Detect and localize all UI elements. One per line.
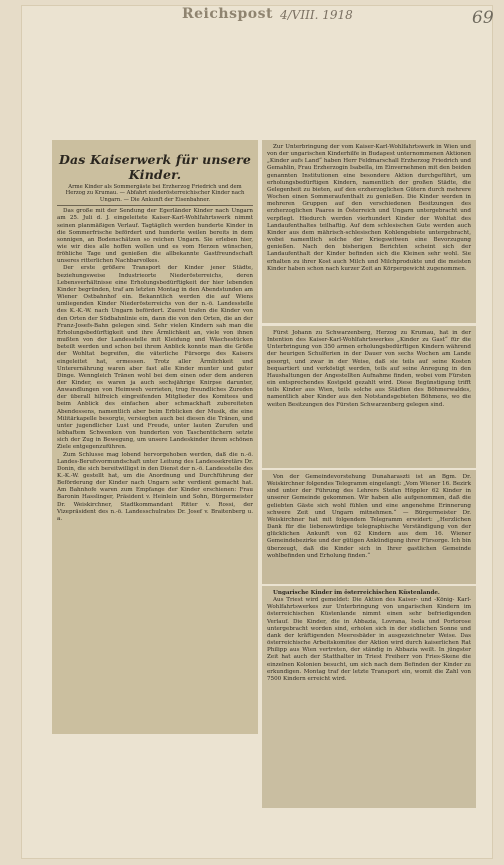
clipping-body	[267, 474, 471, 560]
paragraph: Das große mit der Sendung der Egerländer Kinder nach Ungarn am 25. Juli d. J. eingeleitete Kaiser-Karl-Wohlfahrtswerk nimmt seinen planmäßigen Verlauf. Tagtäglich werden hunderte Kinder in die Sommerfrische befördert und hunderte weilen bereits in dem sonnigen, an Bodenschätzen so reichen Ungarn. Sie erleben hier, wie wir dies alle hoffen wollen und es vom Herzen wünschen, fröhliche Tage und genießen die allbekannte Gastfreundschaft unseres ritterlichen Nachbarvolkes.	[57, 208, 253, 265]
clipping-kaiserwerk	[52, 140, 258, 734]
divider	[57, 205, 253, 206]
paragraph: Aus Triest wird gemeldet: Die Aktion des Kaiser- und -König- Karl- Wohlfahrtswerkes zur Unterbringung von ungarischen Kindern im österreichischen Küstenlande nimmt einen sehr befriedigenden Verlauf. Die Kinder, die in Abbazia, Lovrana, Isola und Portorose untergebracht worden sind, erholen sich in der südlichen Sonne und dank der kräftigenden Meeresbäder in ausgezeichneter Weise. Das österreichische Arbeitskomitee der Aktion wird durch kaiserlichen Rat Philipp aus Wien vertreten, der ständig in Abbazia weilt. In jüngster Zeit hat auch der Statthalter in Triest Freiherr von Fries-Skene die einzelnen Kolonien besucht, um sich nach dem Befinden der Kinder zu erkundigen. Montag traf der letzte Transport ein, womit die Zahl von 7500 Kindern erreicht wird.	[267, 597, 471, 682]
clipping-body	[267, 590, 471, 683]
paragraph: Der erste größere Transport der Kinder jener Städte, beziehungsweise Industrieorte Niederösterreichs, deren Lebensverhältnisse eine Erholungsbedürftigkeit der hier lebenden Kinder begründen, traf am letzten Montag in den Abendstunden am Wiener Ostbahnhof ein. Bekanntlich werden die auf Wiens umliegenden Kinder Niederösterreichs von der n.-ö. Landesstelle des K.-K.-W. nach Ungarn befördert. Zuerst trafen die Kinder von den Orten der Südbahnlinie ein, dann die von den Orten, die an der Franz-Josefs-Bahn gelegen sind. Sehr vielen Kindern sah man die Erholungsbedürftigkeit und ihre Ärmlichkeit an, viele von ihnen mußten von der Landesstelle mit Kleidung und Wäschestücken beteilt werden und schon bei ihrem Anblick konnte man die Größe der Wohltat begreifen, die väterliche Fürsorge des Kaisers eingeleitet hat, ermessen. Trotz aller Ärmlichkeit und Unterernährung waren aber fast alle Kinder munter und guter Dinge. Wenngleich Tränen wohl bei dem einen oder dem anderen der Kinder, es waren ja auch sechsjährige Knirpse darunter, Anwandlungen von Heimweh verrieten, trug freundliches Zureden der überall hilfreich eingreifenden Mitglieder des Komitees und beim Anblick des einfachen aber schmackhaft zubereiteten Abendessens, namentlich aber beim Erblicken der Musik, die eine Militärkapelle besorgte, versiegten auch bei diesen die Tränen, und unter jugendlicher Lust und Freude, unter lauten Zurufen und lebhaftem Schwenken von hunderten von Taschentüchern setzte sich der Zug in Bewegung, um unsere Landeskinder ihrem schönen Ziele entgegenzuführen.	[57, 265, 253, 451]
paragraph: Fürst Johann zu Schwarzenberg, Herzog zu Krumau, hat in der Intention des Kaiser-Karl-Wohlfahrtswerkes „Kinder zu Gast“ für die Unterbringung von 350 armen erholungsbedürftigen Kindern während der heurigen Schulferien in der Dauer von sechs Wochen am Lande gesorgt, und zwar in der Weise, daß sie teils auf seine Kosten bequartiert und verköstigt werden, teils auf seine Anregung in den Haushaltungen der Angestellten Aufnahme finden, wobei vom Fürsten ein entsprechendes Kostgeld gezahlt wird. Diese Begünstigung trifft teils Kinder aus Wien, teils solche aus Städten des Böhmerwaldes, namentlich aber Kinder aus den Notstandsgebieten Böhmens, wo die weiten Besitzungen des Fürsten Schwarzenberg gelegen sind.	[267, 330, 471, 408]
clipping-kuestenland	[262, 586, 476, 808]
newspaper-name: Reichspost	[182, 6, 273, 22]
page-header	[168, 6, 428, 26]
clipping-schwarzenberg	[262, 326, 476, 468]
clipping-headline: Das Kaiserwerk für unsere Kinder.	[58, 152, 252, 182]
paragraph: Zur Unterbringung der vom Kaiser-Karl-Wohlfahrtswerk in Wien und von der ungarischen Kinderhilfe in Budapest unternommenen Aktionen „Kinder aufs Land“ haben Herr Feldmarschall Erzherzog Friedrich und Gemahlin, Frau Erzherzogin Isabella, im Einvernehmen mit den beiden genannten Institutionen eine besondere Aktion durchgeführt, um erholungsbedürftigen Kindern, namentlich der großen Städte, die Gelegenheit zu bieten, auf den erzherzoglichen Gütern durch mehrere Wochen einen Sommeraufenthalt zu genießen. Die Kinder werden in mehreren Gruppen auf den verschiedenen Besitzungen des erzherzoglichen Paares in Österreich und Ungarn untergebracht und verpflegt. Hiedurch werden vierhundert Kinder der Wohltat des Landaufenthaltes teilhaftig. Auf dem schlesischen Gute werden auch Kinder aus dem mährisch-schlesischen Kohlengebiete untergebracht, wobei namentlich solche der Kriegswitwen eine Bevorzugung genießen. Nach den bisherigen Berichten scheint sich der Landaufenthalt der Kinder befinden sich die Kleinen sehr wohl. Sie erhalten zu ihrer Kost auch Milch und Milchprodukte und die meisten Kinder haben schon nach kurzer Zeit an Körpergewicht zugenommen.	[267, 144, 471, 272]
clipping-subhead: Arme Kinder als Sommergäste bei Erzherzog Friedrich und dem Herzog zu Krumau. — Abfahrt niederösterreichischer Kinder nach Ungarn. — Die Ankunft der Eisenbahner.	[65, 184, 245, 203]
paragraph: Von der Gemeindevorstehung Dunaharaszti ist an Bgm. Dr. Weiskirchner folgendes Telegramm eingelangt: „Vom Wiener 16. Bezirk sind unter der Führung des Lehrers Stefan Höppler 62 Kinder in unserer Gemeinde gekommen. Wir haben alle aufgenommen, daß die geliebten Gäste sich wohl fühlen und eine angenehme Erinnerung schwere Zeit und Ungarn mitnehmen.“ — Bürgermeister Dr. Weiskirchner hat mit folgendem Telegramm erwidert: „Herzlichen Dank für die liebenswürdige telegraphische Verständigung von der glücklichen Ankunft von 62 Kindern aus dem 16. Wiener Gemeindebezirke und der gütigen Ankündigung ihrer Fürsorge. Ich bin überzeugt, daß die Kinder sich in Ihrer gastlichen Gemeinde wohlbefinden und Erholung finden.“	[267, 474, 471, 559]
clipping-body	[267, 330, 471, 409]
folio-number: 69	[472, 8, 494, 28]
section-headline: Ungarische Kinder im österreichischen Küstenlande.	[273, 590, 440, 596]
clipping-body	[57, 208, 253, 523]
clipping-erzherzog-friedrich	[262, 140, 476, 323]
paragraph: Zum Schlusse mag lobend hervorgehoben werden, daß die n.-ö. Landes-Berufsvormundschaft unter Leitung des Landessekretärs Dr. Donin, die sich bereitwilligst in den Dienst der n.-ö. Landesstelle des K.-K.-W. gestellt hat, um die Anordnung und Durchführung der Beförderung der Kinder nach Ungarn sehr verdient gemacht hat. Am Bahnhofe waren zum Empfange der Kinder erschienen: Frau Baronin Hasslinger, Präsident v. Heinlein und Sohn, Bürgermeister Dr. Weiskirchner, Stadtkommandant Ritter v. Rossi, der Vizepräsident des n.-ö. Landesschulrates Dr. Josef v. Braitenberg u. a.	[57, 451, 253, 522]
handwritten-date: 4/VIII. 1918	[280, 8, 353, 22]
clipping-dunaharaszti	[262, 470, 476, 584]
clipping-body	[267, 144, 471, 273]
